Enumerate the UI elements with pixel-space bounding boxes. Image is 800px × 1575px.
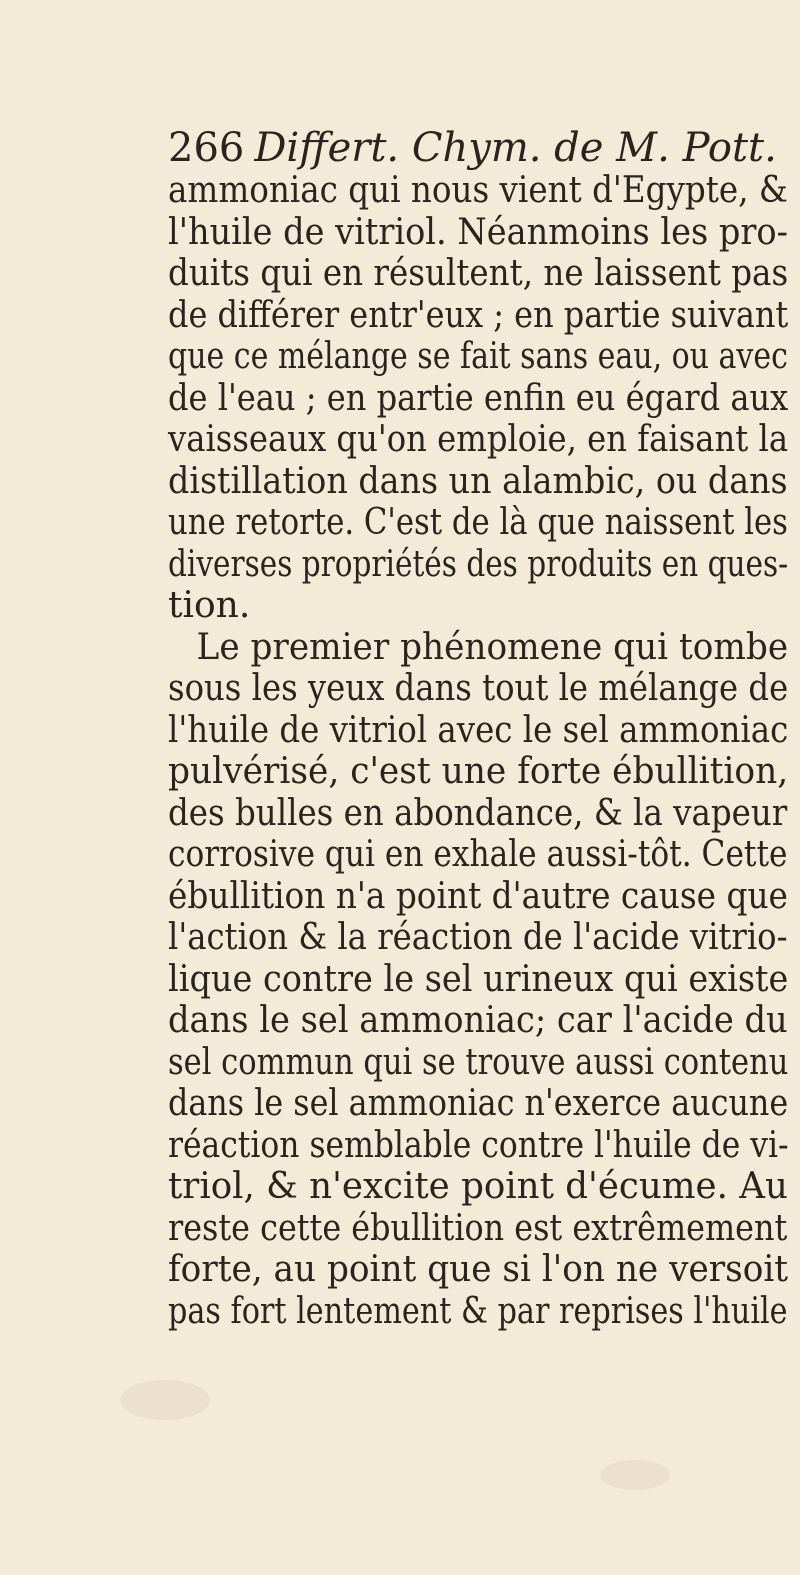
text-line: de différer entr'eux ; en partie suivant [168,294,789,336]
text-line: pas fort lentement & par reprises l'huile [168,1290,788,1332]
text-line: l'huile de vitriol. Néanmoins les pro- [168,211,788,253]
text-line: l'huile de vitriol avec le sel ammoniac [168,709,789,751]
text-line: ébullition n'a point d'autre cause que [168,875,788,917]
text-line: que ce mélange se fait sans eau, ou avec [168,336,788,377]
text-line: Le premier phénomene qui tombe [196,626,789,668]
text-line: vaisseaux qu'on emploie, en faisant la [168,419,789,460]
text-line: diverses propriétés des produits en ques- [168,543,789,585]
paper-stain [120,1380,210,1420]
page-header [168,123,777,173]
text-line: distillation dans un alambic, ou dans [168,460,788,502]
text-line: de l'eau ; en partie enfin eu égard aux [168,377,789,419]
text-line: sous les yeux dans tout le mélange de [168,668,789,709]
paper-stain [600,1460,670,1490]
running-title: Differt. Chym. de M. Pott. [254,125,777,171]
text-line: tion. [168,585,251,626]
text-line: lique contre le sel urineux qui existe [168,958,789,1000]
text-line: pulvérisé, c'est une forte ébullition, [168,751,789,792]
text-line: reste cette ébullition est extrêmement [168,1207,788,1249]
text-line: triol, & n'excite point d'écume. Au [168,1166,788,1207]
body-text [168,170,788,1330]
text-line: corrosive qui en exhale aussi-tôt. Cette [168,834,788,875]
text-line: sel commun qui se trouve aussi contenu [168,1041,789,1083]
text-line: des bulles en abondance, & la vapeur [168,792,788,834]
text-line: l'action & la réaction de l'acide vitrio- [168,917,788,958]
text-line: ammoniac qui nous vient d'Egypte, & [168,170,788,211]
page-number: 266 [168,125,245,171]
text-line: dans le sel ammoniac n'exerce aucune [168,1083,789,1124]
text-line: dans le sel ammoniac; car l'acide du [168,1000,788,1041]
text-line: forte, au point que si l'on ne versoit [168,1249,789,1290]
text-line: une retorte. C'est de là que naissent les [168,502,788,543]
text-line: réaction semblable contre l'huile de vi- [168,1124,789,1166]
text-line: duits qui en résultent, ne laissent pas [168,253,789,294]
